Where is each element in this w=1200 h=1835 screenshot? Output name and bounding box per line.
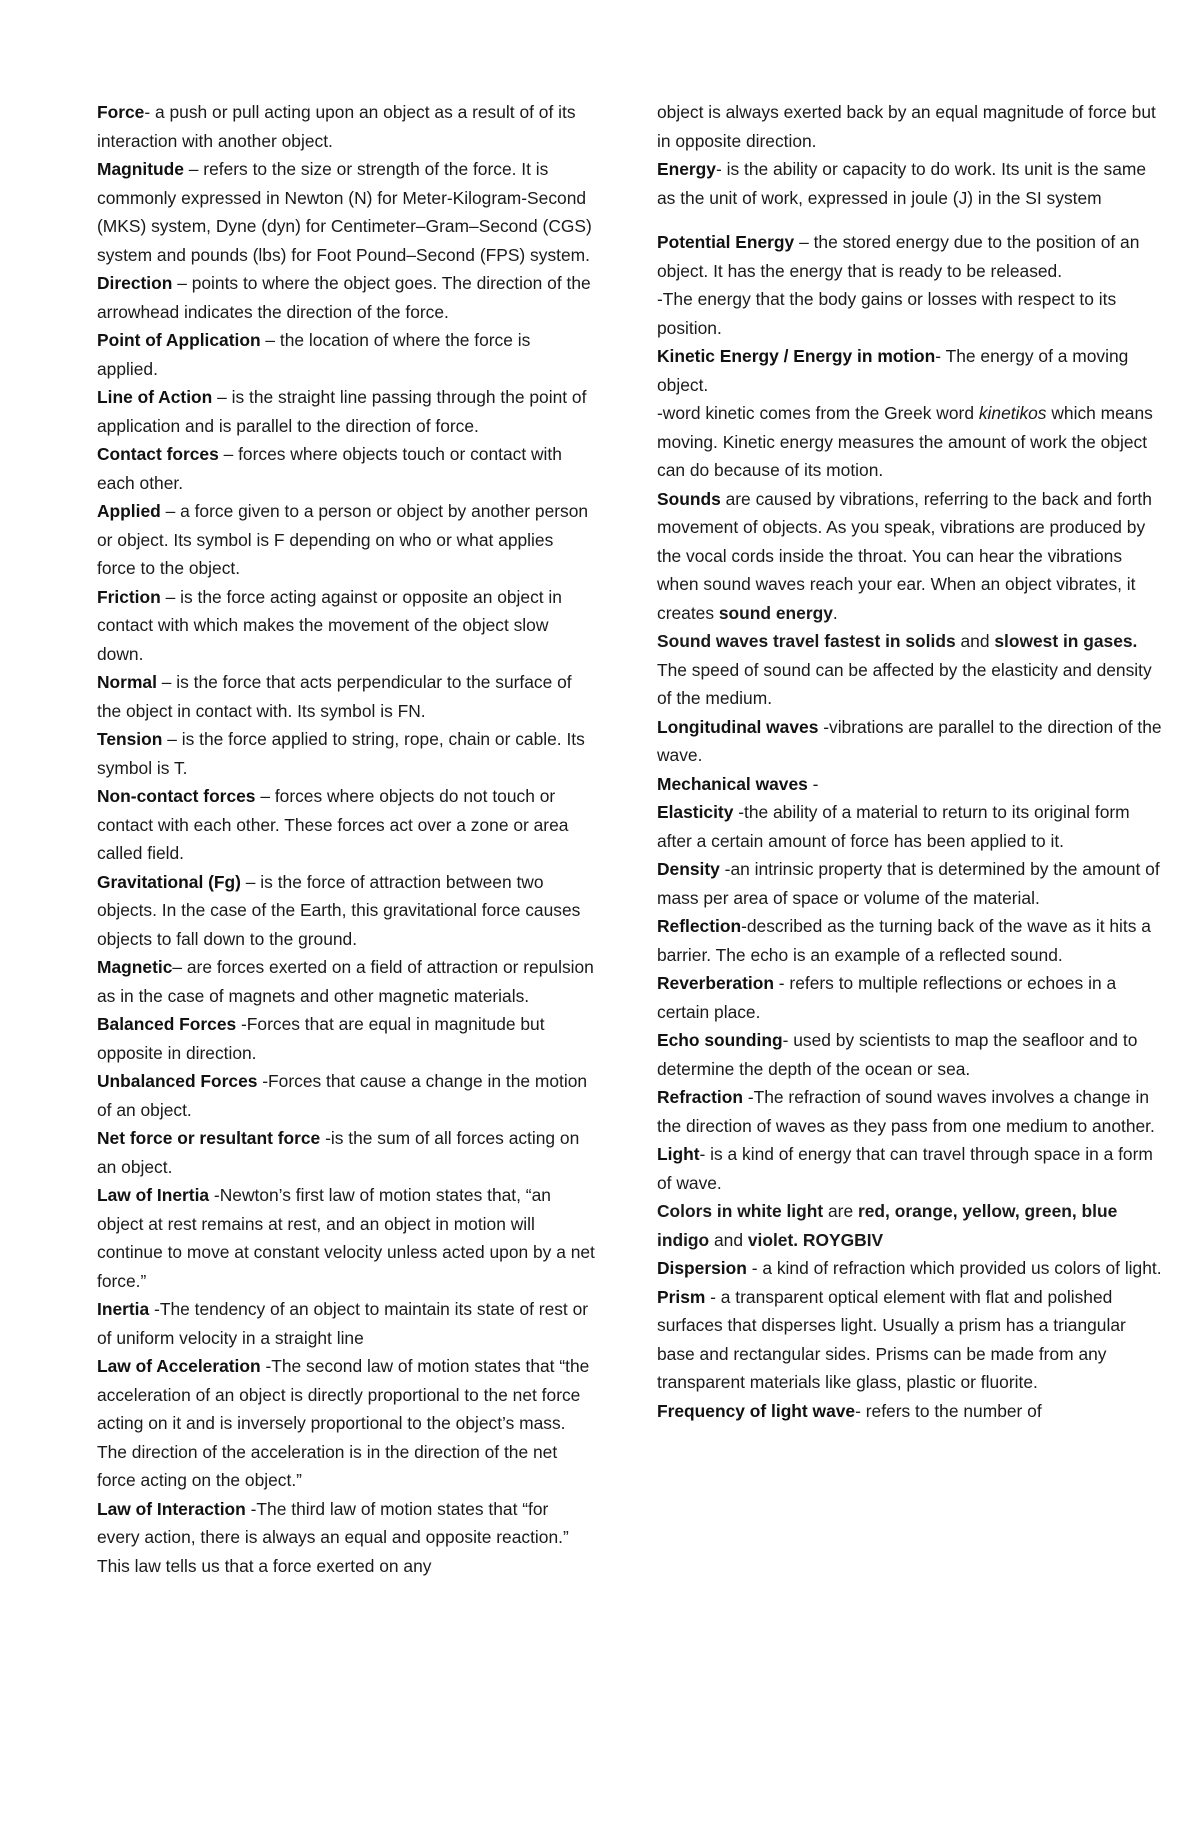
definition-text: – refers to the size or strength of the force. It is commonly expressed in Newton (N) for Meter-Kilogram-Second (MKS) system, Dyne (dyn) for Centimeter–Gram–Second (CGS) system and pounds (lbs) for Foot Pound–Second (FPS) system. [97,159,592,265]
term: Sounds [657,488,721,509]
term: Contact forces [97,444,219,464]
punctuation: . [832,602,838,623]
definition-text: – a force given to a person or object by another person or object. Its symbol is F depending on who or what applies force to the object. [97,501,589,578]
definition-sounds [657,485,1165,628]
definition-contact-forces [97,440,595,497]
definition-text: – the location of where the force is applied. [97,330,531,379]
definition-density [657,855,1165,912]
definition-text: - refers to multiple reflections or echoes in a certain place. [657,973,1117,1022]
definition-text: -The tendency of an object to maintain its state of rest or of uniform velocity in a straight line [97,1299,589,1348]
definition-energy [657,155,1165,212]
term: Potential Energy [657,232,795,252]
term: Magnetic [97,957,173,977]
term: Elasticity [657,802,734,822]
definition-text: -the ability of a material to return to its original form after a certain amount of force has been applied to it. [657,802,1130,851]
emphasis: slowest in gases. [994,631,1138,651]
definition-dispersion [657,1254,1165,1283]
sound-waves-speed [657,627,1165,713]
definition-text: – forces where objects do not touch or contact with each other. These forces act over a zone or area called field. [97,786,569,863]
definition-direction [97,269,595,326]
term: Inertia [97,1299,150,1319]
emphasis: sound energy [718,602,833,623]
term: Density [657,859,720,879]
definition-text: - a transparent optical element with flat and polished surfaces that disperses light. Usually a prism has a triangular base and rectangular sides. Prisms can be made from any transparent materials like glass, plastic or fluorite. [657,1286,1126,1392]
term: Mechanical waves [657,773,808,794]
left-column [97,98,595,1580]
emphasis: violet. ROYGBIV [747,1229,884,1250]
definition-line-of-action [97,383,595,440]
definition-potential-energy [657,228,1165,285]
definition-text: -vibrations are parallel to the direction of the wave. [657,716,1162,765]
term: Non-contact forces [97,786,256,806]
text: The speed of sound can be affected by the elasticity and density of the medium. [657,659,1152,708]
definition-text: - a push or pull acting upon an object as a result of of its interaction with another object. [97,102,576,151]
definition-tension [97,725,595,782]
term: Balanced Forces [97,1014,237,1034]
text: are [823,1201,858,1221]
term: Law of Inertia [97,1185,210,1205]
definition-net-force [97,1124,595,1181]
definition-longitudinal-waves [657,713,1165,770]
term: Gravitational (Fg) [97,871,241,892]
term: Line of Action [97,387,213,407]
term: Law of Interaction [97,1498,246,1519]
definition-light [657,1140,1165,1197]
definition-text: – is the force of attraction between two objects. In the case of the Earth, this gravitational force causes objects to fall down to the ground. [97,871,581,949]
definition-text: – forces where objects touch or contact with each other. [97,444,562,493]
definition-applied [97,497,595,583]
term: Light [657,1144,700,1164]
term: Tension [97,729,163,749]
definition-text: - is the ability or capacity to do work. Its unit is the same as the unit of work, expressed in joule (J) in the SI system [657,159,1147,208]
definition-unbalanced-forces [97,1067,595,1124]
definition-text: – is the force applied to string, rope, chain or cable. Its symbol is T. [97,729,585,778]
definition-text: - used by scientists to map the seafloor and to determine the depth of the ocean or sea. [657,1030,1138,1079]
term: Net force or resultant force [97,1128,321,1148]
term: Unbalanced Forces [97,1071,258,1091]
definition-text: - refers to the number of [855,1400,1042,1421]
term: Energy [657,159,716,179]
definition-law-of-acceleration [97,1352,595,1495]
term: Normal [97,672,157,692]
term: Reverberation [657,973,774,993]
definition-text: – is the straight line passing through the point of application and is parallel to the direction of force. [97,387,587,436]
definition-prism [657,1283,1165,1397]
term: Magnitude [97,159,184,179]
term: Applied [97,501,161,521]
definition-reflection [657,912,1165,969]
definition-text: -Newton’s first law of motion states that, “an object at rest remains at rest, and an object in motion will continue to move at constant velocity unless acted upon by a net force.” [97,1185,595,1291]
definition-gravitational [97,868,595,954]
term: Point of Application [97,330,261,350]
definition-text: -The third law of motion states that “for every action, there is always an equal and opposite reaction.” This law tells us that a force exerted on any [97,1498,569,1576]
definition-inertia [97,1295,595,1352]
emphasis: Sound waves travel fastest in solids [657,631,956,651]
definition-normal [97,668,595,725]
definition-law-of-inertia [97,1181,595,1295]
term: Refraction [657,1087,744,1107]
note-text: which means moving. Kinetic energy measures the amount of work the object can do because of its motion. [657,403,1153,480]
paragraph-gap [657,212,1165,228]
continuation-text: object is always exerted back by an equal magnitude of force but in opposite direction. [657,102,1156,151]
definition-text: -described as the turning back of the wave as it hits a barrier. The echo is an example of a reflected sound. [657,916,1151,965]
definition-text: -an intrinsic property that is determined by the amount of mass per area of space or volume of the material. [657,859,1160,908]
note-text: -word kinetic comes from the Greek word [657,403,979,423]
definition-kinetic-energy [657,342,1165,399]
definition-reverberation [657,969,1165,1026]
definition-point-of-application [97,326,595,383]
term: Frequency of light wave [657,1400,856,1421]
term: Longitudinal waves [657,716,819,737]
text: and [709,1229,748,1250]
definition-text: are caused by vibrations, referring to the back and forth movement of objects. As you speak, vibrations are produced by the vocal cords inside the throat. You can hear the vibrations when sound waves reach your ear. When an object vibrates, it creates [657,488,1152,623]
term: Reflection [657,916,742,936]
term: Prism [657,1286,706,1307]
term: Dispersion [657,1258,747,1278]
term: Force [97,102,145,122]
definition-frequency-of-light-wave [657,1397,1165,1426]
right-column [657,98,1165,1425]
definition-text: -Forces that are equal in magnitude but opposite in direction. [97,1014,545,1063]
definition-text: - [807,773,819,794]
definition-echo-sounding [657,1026,1165,1083]
definition-text: - is a kind of energy that can travel through space in a form of wave. [657,1144,1153,1193]
definition-text: – points to where the object goes. The direction of the arrowhead indicates the direction of the force. [97,273,591,322]
term: Friction [97,586,161,607]
kinetic-energy-note [657,399,1165,485]
term: Direction [97,273,173,293]
definition-force [97,98,595,155]
definition-text: – the stored energy due to the position of an object. It has the energy that is ready to be released. [657,232,1140,281]
definition-refraction [657,1083,1165,1140]
definition-law-of-interaction [97,1495,595,1581]
text: and [955,631,995,651]
colors-in-white-light [657,1197,1165,1254]
definition-text: -The refraction of sound waves involves a change in the direction of waves as they pass from one medium to another. [657,1087,1155,1136]
definition-text: - The energy of a moving object. [657,346,1129,395]
greek-word: kinetikos [978,403,1047,423]
definition-text: – is the force that acts perpendicular to the surface of the object in contact with. Its symbol is FN. [97,672,572,721]
definition-magnetic [97,953,595,1010]
term: Kinetic Energy / Energy in motion [657,346,936,366]
potential-energy-note: -The energy that the body gains or losses with respect to its position. [657,289,1117,338]
emphasis: red, orange, yellow, green, blue indigo [657,1201,1118,1250]
definition-text: -is the sum of all forces acting on an object. [97,1128,580,1177]
definition-text: – is the force acting against or opposite an object in contact with which makes the movement of the object slow down. [97,586,562,664]
term: Law of Acceleration [97,1356,261,1376]
definition-text: - a kind of refraction which provided us colors of light. [746,1258,1162,1278]
definition-mechanical-waves [657,770,1165,799]
definition-text: -Forces that cause a change in the motion of an object. [97,1071,588,1120]
definition-magnitude [97,155,595,269]
definition-non-contact-forces [97,782,595,868]
definition-elasticity [657,798,1165,855]
term: Echo sounding [657,1030,783,1050]
definition-text: – are forces exerted on a field of attraction or repulsion as in the case of magnets and other magnetic materials. [97,957,594,1006]
emphasis: Colors in white light [657,1201,824,1221]
definition-balanced-forces [97,1010,595,1067]
definition-text: -The second law of motion states that “the acceleration of an object is directly proportional to the net force acting on it and is inversely proportional to the object’s mass. The direction of the acceleration is in the direction of the net force acting on the object.” [97,1356,590,1490]
definition-friction [97,583,595,669]
